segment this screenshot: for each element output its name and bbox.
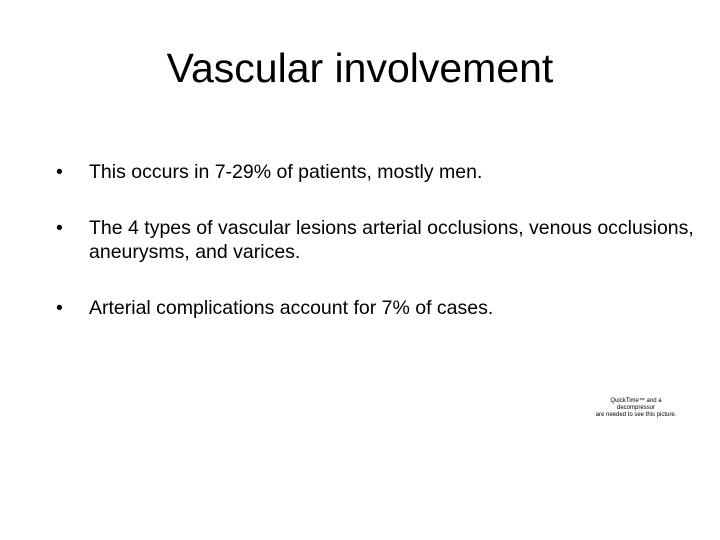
- bullet-dot-icon: •: [56, 161, 63, 183]
- bullet-dot-icon: •: [56, 297, 63, 319]
- placeholder-line: QuickTime™ and a: [610, 398, 662, 404]
- slide-title: Vascular involvement: [166, 45, 554, 91]
- bullet-text: Arterial complications account for 7% of cases.: [89, 297, 494, 319]
- bullet-item: [56, 296, 696, 320]
- bullet-text: This occurs in 7-29% of patients, mostly men.: [89, 161, 483, 183]
- bullet-item: [56, 216, 696, 264]
- bullet-text: The 4 types of vascular lesions arterial occlusions, venous occlusions, aneurysms, and varices.: [89, 217, 694, 263]
- placeholder-line: decompressor: [616, 405, 655, 411]
- bullet-list: [56, 160, 696, 352]
- bullet-dot-icon: •: [56, 217, 63, 239]
- placeholder-line: are needed to see this picture.: [595, 412, 677, 418]
- bullet-item: [56, 160, 696, 184]
- quicktime-image-placeholder: [584, 398, 688, 419]
